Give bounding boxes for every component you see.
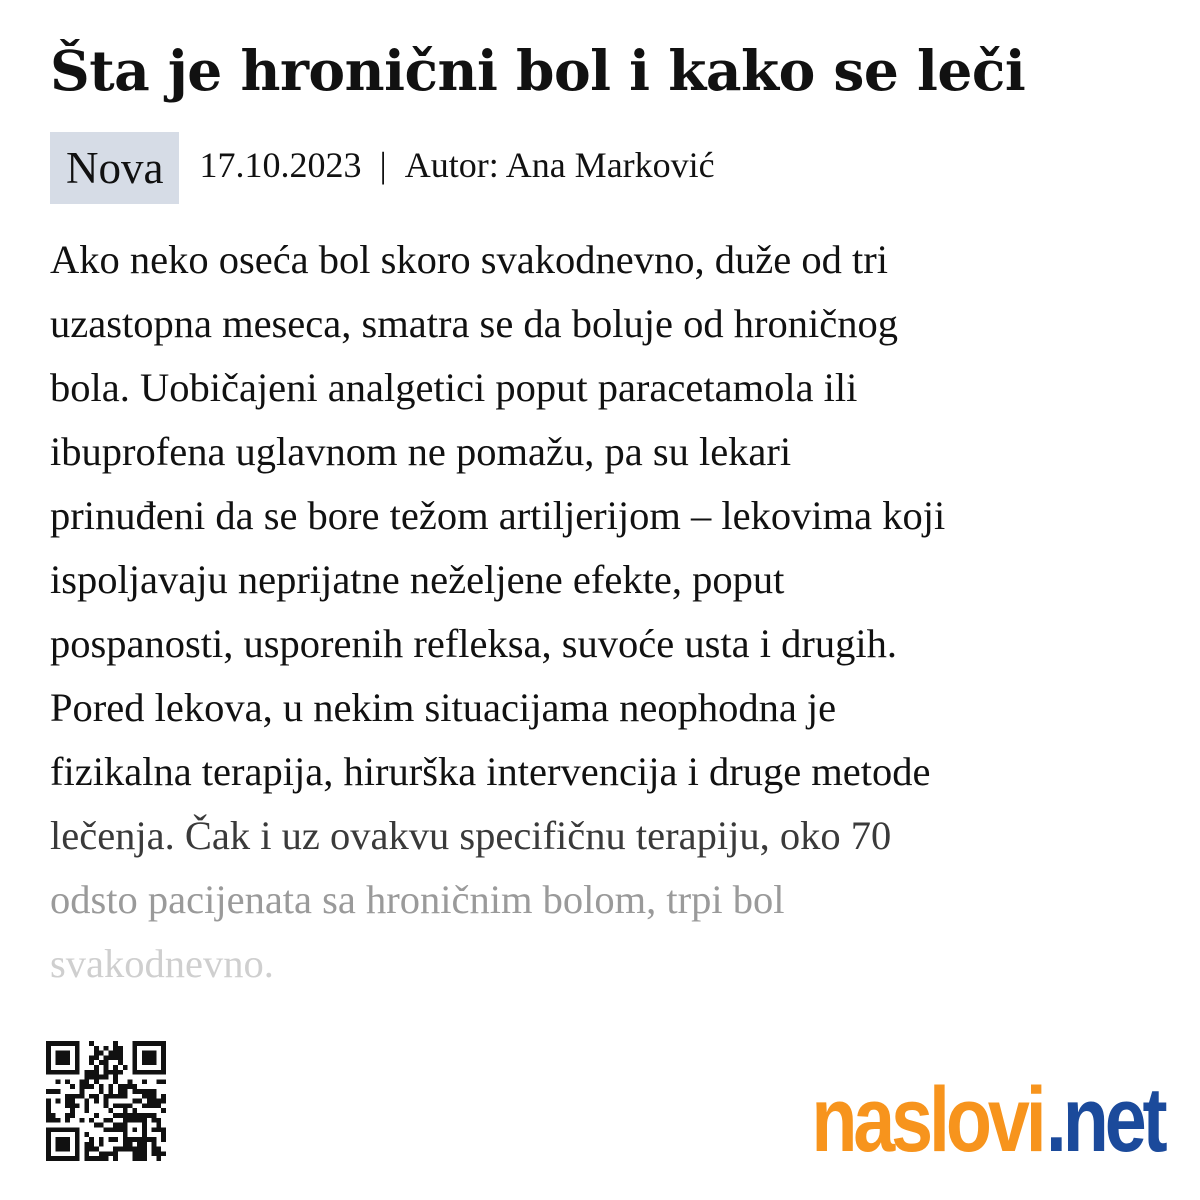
body-line: Pored lekova, u nekim situacijama neophodna je [50, 685, 837, 730]
body-line: prinuđeni da se bore težom artiljerijom – lekovima koji [50, 493, 946, 538]
body-line: odsto pacijenata sa hroničnim bolom, trpi bol [50, 877, 785, 922]
naslovi-logo[interactable] [811, 1062, 1164, 1171]
body-line: Ako neko oseća bol skoro svakodnevno, duže od tri [50, 237, 888, 282]
meta-separator: | [379, 145, 387, 185]
logo-part-net: .net [1046, 1069, 1164, 1171]
author-name: Autor: Ana Marković [404, 145, 715, 185]
article-meta [50, 132, 715, 204]
publish-date: 17.10.2023 [199, 145, 362, 185]
qr-code-icon[interactable] [46, 1038, 166, 1164]
logo-part-naslovi: naslovi [811, 1069, 1043, 1171]
body-line: uzastopna meseca, smatra se da boluje od hroničnog [50, 301, 898, 346]
body-line: ispoljavaju neprijatne neželjene efekte, poput [50, 557, 785, 602]
body-line: svakodnevno. [50, 941, 274, 986]
source-badge[interactable]: Nova [50, 132, 179, 204]
meta-info [199, 144, 714, 186]
body-line: bola. Uobičajeni analgetici poput paracetamola ili [50, 365, 858, 410]
body-line: pospanosti, usporenih refleksa, suvoće usta i drugih. [50, 621, 897, 666]
body-line: lečenja. Čak i uz ovakvu specifičnu terapiju, oko 70 [50, 813, 892, 858]
article-body [50, 228, 1170, 996]
body-line: fizikalna terapija, hirurška intervencija i druge metode [50, 749, 931, 794]
article-title: Šta je hronični bol i kako se leči [50, 38, 1026, 103]
body-line: ibuprofena uglavnom ne pomažu, pa su lekari [50, 429, 792, 474]
